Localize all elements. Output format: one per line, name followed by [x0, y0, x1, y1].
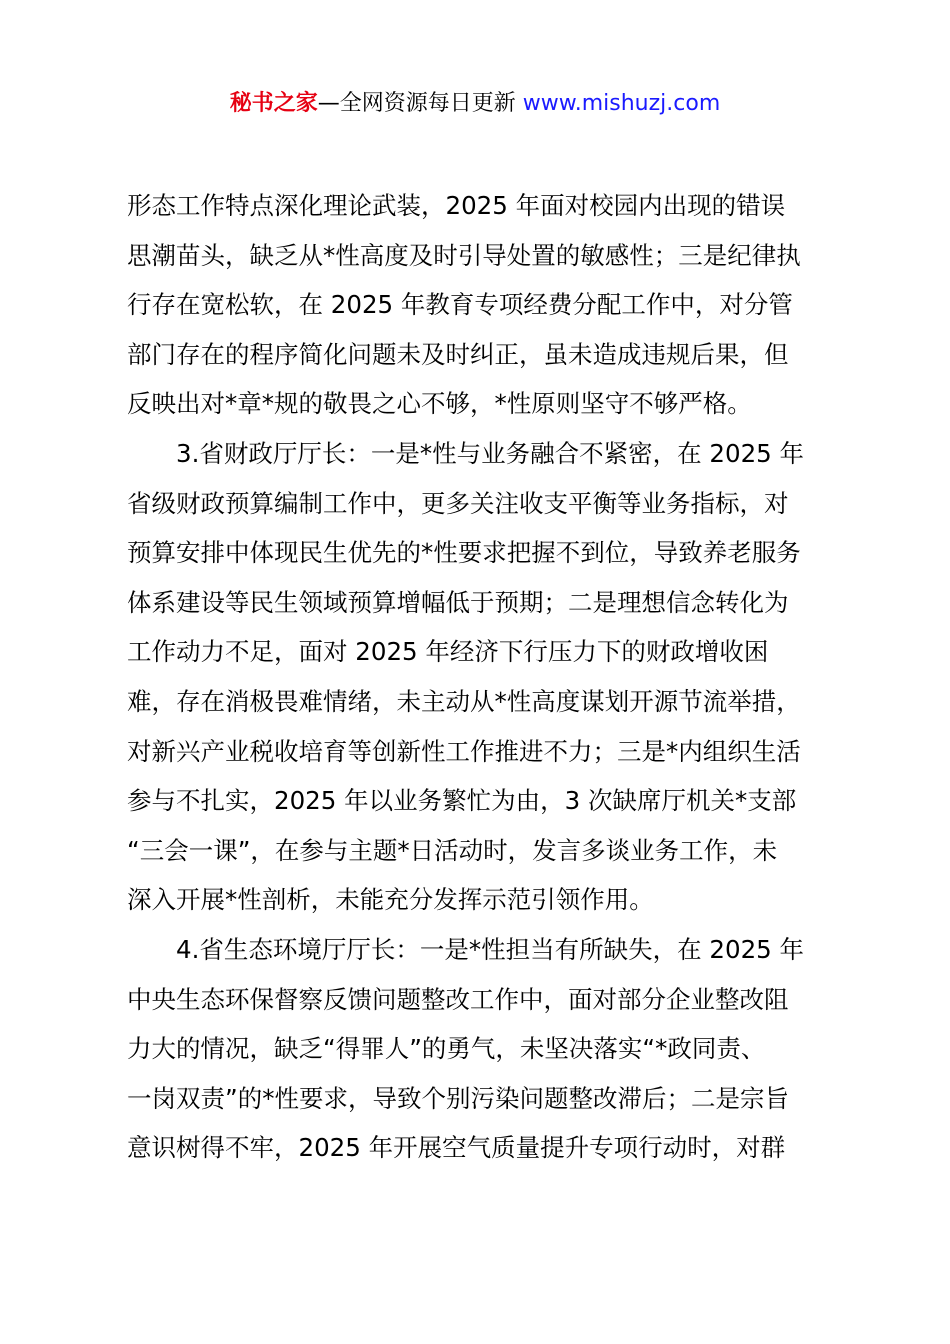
body-line: 中央生态环保督察反馈问题整改工作中，面对部分企业整改阻 [127, 984, 789, 1014]
body-line: “三会一课”，在参与主题*日活动时，发言多谈业务工作，未 [127, 835, 778, 865]
body-line: 反映出对*章*规的敬畏之心不够，*性原则坚守不够严格。 [127, 389, 752, 419]
site-tagline: —全网资源每日更新 [317, 91, 523, 116]
document-body [127, 181, 832, 1173]
body-line: 思潮苗头，缺乏从*性高度及时引导处置的敏感性；三是纪律执 [127, 240, 801, 270]
body-line: 工作动力不足，面对 2025 年经济下行压力下的财政增收困 [127, 637, 769, 667]
site-url-link[interactable]: www.mishuzj.com [522, 91, 721, 116]
body-line: 预算安排中体现民生优先的*性要求把握不到位，导致养老服务 [127, 538, 801, 568]
body-line: 对新兴产业税收培育等创新性工作推进不力；三是*内组织生活 [127, 736, 801, 766]
body-line: 体系建设等民生领域预算增幅低于预期；二是理想信念转化为 [127, 587, 789, 617]
body-line: 意识树得不牢，2025 年开展空气质量提升专项行动时，对群 [127, 1133, 786, 1163]
site-brand: 秘书之家 [229, 91, 318, 116]
body-line: 力大的情况，缺乏“得罪人”的勇气，未坚决落实“*政同责、 [127, 1034, 766, 1064]
body-line: 部门存在的程序简化问题未及时纠正，虽未造成违规后果，但 [127, 339, 789, 369]
body-line: 一岗双责”的*性要求，导致个别污染问题整改滞后；二是宗旨 [127, 1083, 789, 1113]
paragraph-start-line: 4.省生态环境厅厅长：一是*性担当有所缺失，在 2025 年 [176, 934, 805, 964]
document-header [0, 88, 950, 120]
body-line: 参与不扎实，2025 年以业务繁忙为由，3 次缺席厅机关*支部 [127, 786, 797, 816]
paragraph-start-line: 3.省财政厅厅长：一是*性与业务融合不紧密，在 2025 年 [176, 438, 805, 468]
body-line: 省级财政预算编制工作中，更多关注收支平衡等业务指标，对 [127, 488, 789, 518]
body-line: 形态工作特点深化理论武装，2025 年面对校园内出现的错误 [127, 191, 786, 220]
body-line: 难，存在消极畏难情绪，未主动从*性高度谋划开源节流举措， [127, 686, 801, 716]
body-line: 深入开展*性剖析，未能充分发挥示范引领作用。 [127, 885, 654, 915]
body-line: 行存在宽松软，在 2025 年教育专项经费分配工作中，对分管 [127, 290, 793, 320]
